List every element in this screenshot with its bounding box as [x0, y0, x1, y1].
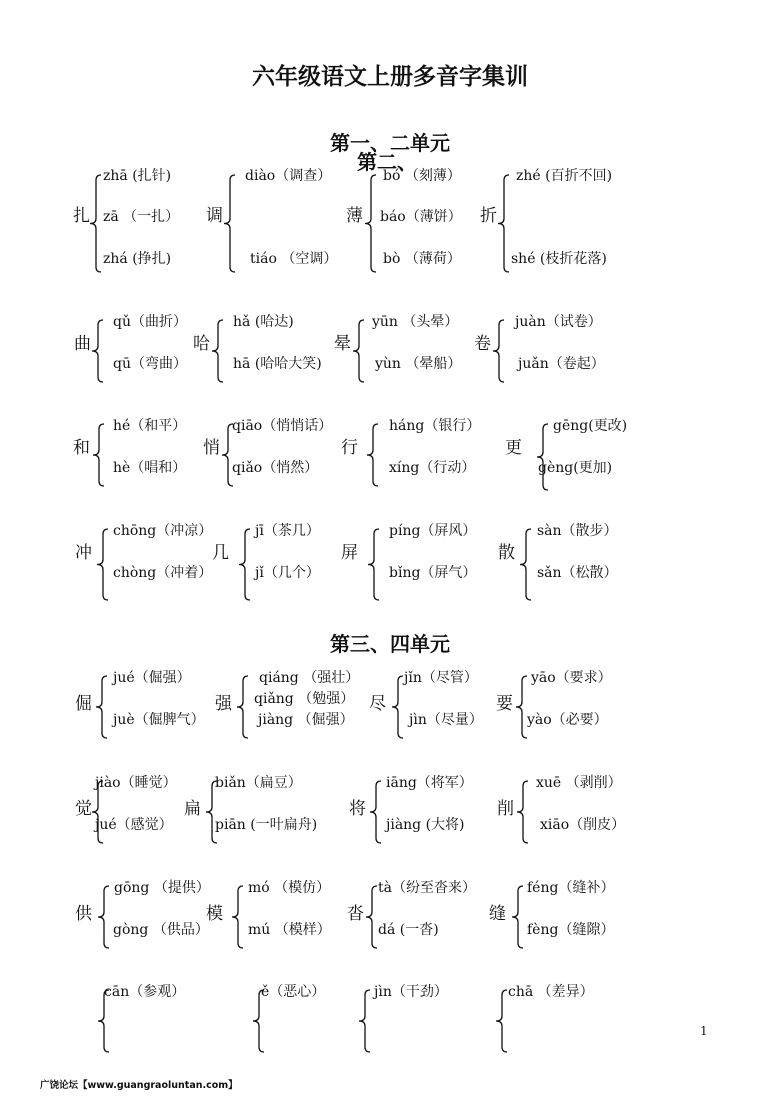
reading-entry: jìn（尽量） — [409, 712, 483, 728]
reading-entry: gōng （提供） — [114, 880, 210, 896]
brace — [97, 885, 111, 949]
reading-entry: zā （一扎） — [103, 209, 180, 225]
reading-entry: yào（必要） — [527, 712, 608, 728]
page-title: 六年级语文上册多音字集训 — [252, 63, 528, 90]
brace — [495, 989, 509, 1053]
reading-entry: juǎn（卷起） — [518, 356, 605, 372]
polyphone-char: 冲 — [75, 543, 92, 563]
reading-entry: yāo（要求） — [531, 670, 612, 686]
brace — [511, 885, 525, 949]
reading-entry: jǐ（几个） — [255, 565, 320, 581]
brace — [492, 319, 506, 383]
section-heading-1: 第一、二单元 — [330, 131, 450, 155]
reading-entry: ě（恶心） — [261, 984, 326, 1000]
reading-entry: hǎ (哈达) — [233, 314, 294, 330]
brace — [366, 423, 380, 487]
polyphone-char: 和 — [73, 438, 90, 458]
polyphone-char: 扎 — [73, 206, 90, 226]
reading-entry: jìn（干劲） — [374, 984, 448, 1000]
reading-entry: chòng（冲着） — [113, 565, 213, 581]
reading-entry: báo（薄饼） — [380, 209, 462, 225]
reading-entry: gòng （供品） — [113, 922, 209, 938]
polyphone-char: 将 — [349, 799, 366, 819]
reading-entry: jǐn（尽管） — [404, 670, 478, 686]
reading-entry: mú （模样） — [248, 922, 331, 938]
reading-entry: qiáng （强壮） — [259, 670, 360, 686]
brace — [95, 675, 109, 739]
reading-entry: xíng（行动） — [389, 460, 476, 476]
reading-entry: xuē （剥削） — [536, 775, 622, 791]
reading-entry: chā （差异） — [508, 984, 594, 1000]
brace — [367, 528, 381, 601]
reading-entry: cān（参观） — [104, 984, 186, 1000]
reading-entry: tà（纷至沓来） — [378, 880, 476, 896]
polyphone-char: 缝 — [489, 904, 506, 924]
polyphone-char: 要 — [496, 694, 513, 714]
reading-entry: sǎn（松散） — [537, 565, 618, 581]
reading-entry: gēng(更改) — [553, 418, 628, 434]
reading-entry: tiáo （空调） — [250, 251, 338, 267]
brace — [238, 528, 252, 601]
polyphone-char: 模 — [206, 904, 223, 924]
polyphone-char: 几 — [212, 543, 229, 563]
brace — [497, 174, 511, 273]
polyphone-char: 行 — [341, 438, 358, 458]
polyphone-char: 晕 — [334, 334, 351, 354]
reading-entry: mó （模仿） — [248, 880, 331, 896]
reading-entry: jué（倔强） — [113, 670, 191, 686]
polyphone-char: 觉 — [75, 799, 92, 819]
polyphone-char: 尽 — [369, 694, 386, 714]
reading-entry: piān (一叶扁舟) — [215, 817, 318, 833]
brace — [223, 174, 237, 273]
brace — [236, 675, 250, 739]
reading-entry: juè（倔脾气） — [113, 712, 205, 728]
brace — [369, 780, 383, 844]
polyphone-char: 曲 — [74, 334, 91, 354]
brace — [519, 528, 533, 601]
brace — [516, 780, 530, 844]
polyphone-char: 沓 — [347, 904, 364, 924]
reading-entry: jiàng (大将) — [386, 817, 465, 833]
brace — [211, 319, 225, 383]
reading-entry: juàn（试卷） — [515, 314, 602, 330]
reading-entry: yùn （晕船） — [375, 356, 462, 372]
reading-entry: shé (枝折花落) — [511, 251, 607, 267]
reading-entry: gèng(更加) — [538, 460, 613, 476]
brace — [364, 174, 378, 273]
reading-entry: qiǎng （勉强） — [254, 691, 355, 707]
reading-entry: háng（银行） — [389, 418, 481, 434]
reading-entry: bó （刻薄） — [383, 168, 461, 184]
polyphone-char: 卷 — [474, 334, 491, 354]
reading-entry: fèng（缝隙） — [527, 922, 615, 938]
brace — [365, 885, 379, 949]
reading-entry: yūn （头晕） — [372, 314, 459, 330]
polyphone-char: 屏 — [341, 543, 358, 563]
section-heading-1-overlap: 第二、 — [357, 150, 417, 174]
polyphone-char: 悄 — [203, 438, 220, 458]
brace — [231, 885, 245, 949]
reading-entry: jī（茶几） — [255, 523, 320, 539]
reading-entry: hé（和平） — [113, 418, 187, 434]
reading-entry: zhā (扎针) — [103, 168, 172, 184]
polyphone-char: 供 — [75, 904, 92, 924]
reading-entry: jué（感觉） — [95, 817, 173, 833]
reading-entry: sàn（散步） — [537, 523, 618, 539]
reading-entry: dá (一沓) — [378, 922, 439, 938]
reading-entry: bǐng（屏气） — [389, 565, 477, 581]
reading-entry: bò （薄荷） — [383, 251, 461, 267]
polyphone-char: 倔 — [75, 694, 92, 714]
brace — [515, 675, 529, 739]
reading-entry: diào（调查） — [245, 168, 332, 184]
section-heading-2: 第三、四单元 — [330, 632, 450, 656]
brace — [92, 423, 106, 487]
brace — [358, 989, 372, 1053]
polyphone-char: 强 — [215, 694, 232, 714]
reading-entry: hā (哈哈大笑) — [233, 356, 322, 372]
polyphone-char: 散 — [498, 543, 515, 563]
reading-entry: hè（唱和） — [113, 460, 187, 476]
polyphone-char: 扁 — [184, 799, 201, 819]
reading-entry: xiāo（削皮） — [540, 817, 626, 833]
reading-entry: biǎn（扁豆） — [215, 775, 302, 791]
reading-entry: zhá (挣扎) — [103, 251, 172, 267]
reading-entry: zhé (百折不回) — [516, 168, 613, 184]
brace — [352, 319, 366, 383]
reading-entry: qiǎo（悄然） — [232, 460, 319, 476]
reading-entry: jiào（睡觉） — [95, 775, 177, 791]
footer-site: 广饶论坛【www.guangraoluntan.com】 — [40, 1080, 238, 1091]
reading-entry: píng（屏风） — [389, 523, 477, 539]
reading-entry: chōng（冲凉） — [113, 523, 213, 539]
reading-entry: qiāo（悄悄话） — [232, 418, 333, 434]
page-number: 1 — [700, 1024, 708, 1038]
reading-entry: féng（缝补） — [527, 880, 615, 896]
polyphone-char: 哈 — [193, 334, 210, 354]
reading-entry: jiàng （倔强） — [258, 712, 354, 728]
brace — [89, 174, 103, 273]
brace — [96, 528, 110, 601]
reading-entry: qū（弯曲） — [113, 356, 187, 372]
polyphone-char: 折 — [480, 206, 497, 226]
polyphone-char: 薄 — [346, 206, 363, 226]
reading-entry: iāng（将军） — [386, 775, 473, 791]
polyphone-char: 削 — [497, 799, 514, 819]
polyphone-char: 调 — [206, 206, 223, 226]
polyphone-char: 更 — [505, 438, 522, 458]
brace — [91, 319, 105, 383]
brace — [391, 675, 405, 739]
reading-entry: qǔ（曲折） — [113, 314, 187, 330]
